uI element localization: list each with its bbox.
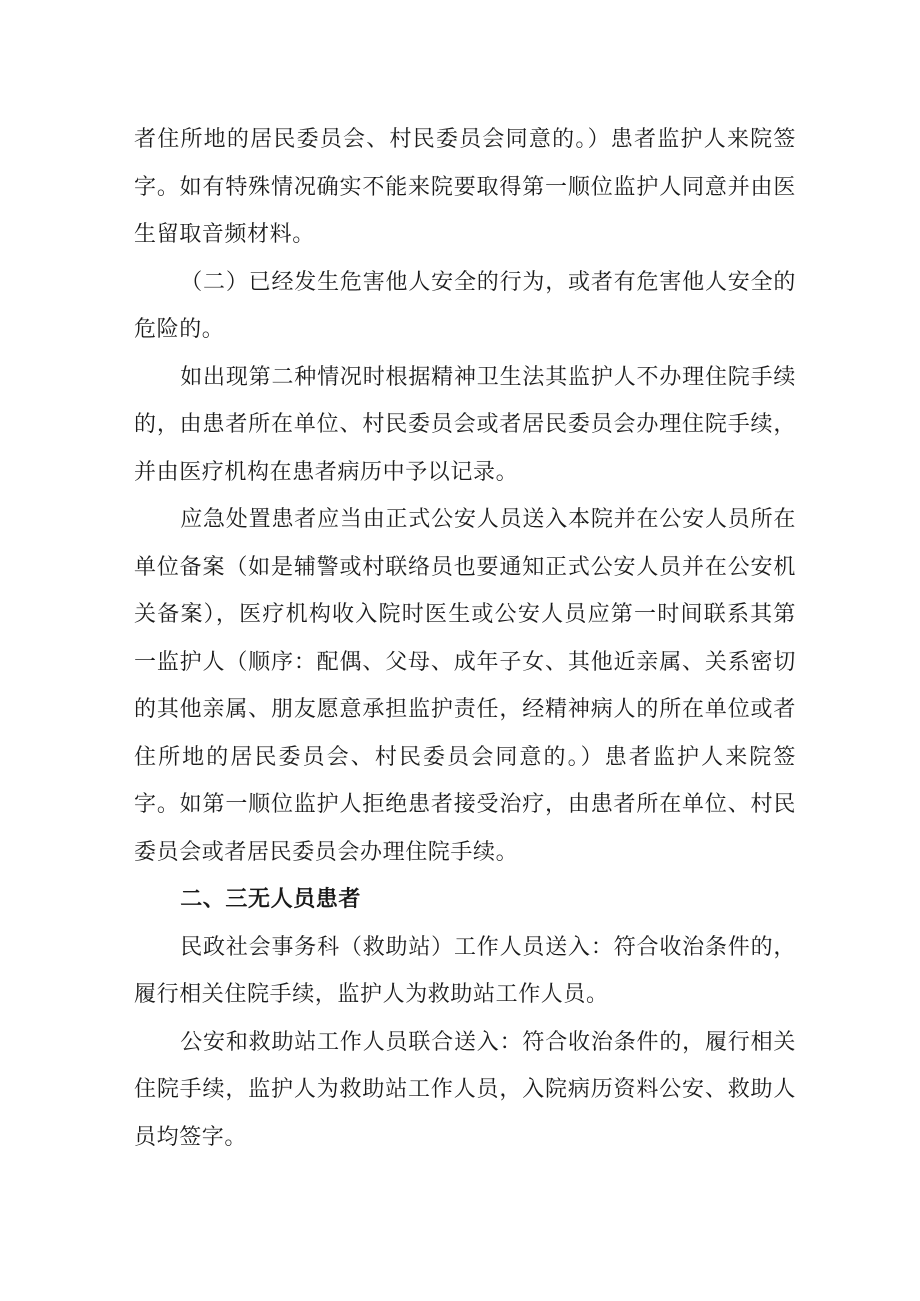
paragraph-second-case: 如出现第二种情况时根据精神卫生法其监护人不办理住院手续的，由患者所在单位、村民委员会或者居民委员会办理住院手续，并由医疗机构在患者病历中予以记录。 xyxy=(134,364,796,485)
paragraph-continuation: 者住所地的居民委员会、村民委员会同意的。）患者监护人来院签字。如有特殊情况确实不能来院要取得第一顺位监护人同意并由医生留取音频材料。 xyxy=(134,127,796,247)
paragraph-joint-admission: 公安和救助站工作人员联合送入：符合收治条件的，履行相关住院手续，监护人为救助站工作人员，入院病历资料公安、救助人员均签字。 xyxy=(134,1029,796,1150)
paragraph-emergency-disposal: 应急处置患者应当由正式公安人员送入本院并在公安人员所在单位备案（如是辅警或村联络员也要通知正式公安人员并在公安机关备案），医疗机构收入院时医生或公安人员应第一时间联系其第一监护人（顺序：配偶、父母、成年子女、其他近亲属、关系密切的其他亲属、朋友愿意承担监护责任，经精神病人的所在单位或者住所地的居民委员会、村民委员会同意的。）患者监护人来院签字。如第一顺位监护人拒绝患者接受治疗，由患者所在单位、村民委员会或者居民委员会办理住院手续。 xyxy=(134,507,796,865)
document-body xyxy=(134,116,796,1161)
paragraph-item-two: （二）已经发生危害他人安全的行为，或者有危害他人安全的危险的。 xyxy=(134,269,796,342)
section-heading-three-without-persons: 二、三无人员患者 xyxy=(180,887,361,912)
paragraph-civil-affairs-admission: 民政社会事务科（救助站）工作人员送入：符合收治条件的，履行相关住院手续，监护人为救助站工作人员。 xyxy=(134,934,796,1007)
